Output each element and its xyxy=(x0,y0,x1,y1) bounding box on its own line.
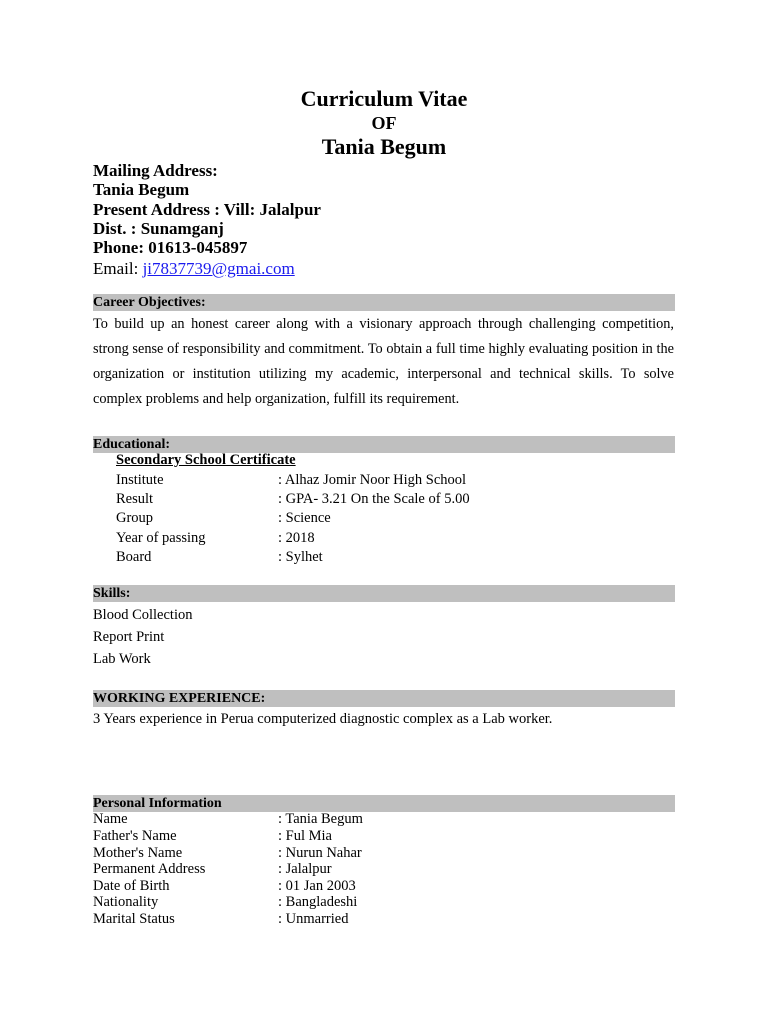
personal-value: : Bangladeshi xyxy=(278,894,358,910)
edu-row xyxy=(0,471,768,490)
cv-title-of: OF xyxy=(371,113,397,133)
personal-label: Permanent Address xyxy=(93,861,206,877)
edu-label: Board xyxy=(116,549,152,565)
personal-row xyxy=(0,845,768,862)
personal-label: Mother's Name xyxy=(93,845,183,861)
present-address: Present Address : Vill: Jalalpur xyxy=(93,200,321,219)
personal-row xyxy=(0,878,768,895)
personal-row xyxy=(0,828,768,845)
personal-row xyxy=(0,894,768,911)
phone: Phone: 01613-045897 xyxy=(93,238,248,257)
personal-label: Date of Birth xyxy=(93,878,170,894)
contact-name: Tania Begum xyxy=(93,180,190,199)
cv-owner-name: Tania Begum xyxy=(321,134,447,159)
personal-label: Marital Status xyxy=(93,911,175,927)
email-label: Email: xyxy=(93,259,143,278)
edu-row xyxy=(0,529,768,548)
edu-row xyxy=(0,490,768,509)
personal-value: : 01 Jan 2003 xyxy=(278,878,356,894)
personal-label: Father's Name xyxy=(93,828,177,844)
personal-row xyxy=(0,861,768,878)
edu-row xyxy=(0,509,768,528)
working-experience-text: 3 Years experience in Perua computerized diagnostic complex as a Lab worker. xyxy=(93,711,553,727)
skill-item: Blood Collection xyxy=(93,607,193,623)
personal-row xyxy=(0,811,768,828)
personal-value: : Unmarried xyxy=(278,911,349,927)
edu-value: : 2018 xyxy=(278,530,315,546)
edu-row xyxy=(0,548,768,567)
skills-heading: Skills: xyxy=(93,585,675,602)
edu-label: Institute xyxy=(116,472,164,488)
personal-label: Nationality xyxy=(93,894,159,910)
career-objectives-text: To build up an honest career along with a visionary approach through challenging competition, strong sense of responsibility and commitment. To obtain a full time highly evaluating position in the organization or institution utilizing my academic, interpersonal and technical skills. To solve complex problems and help organization, fulfill its requirement. xyxy=(93,316,674,407)
edu-value: : Science xyxy=(278,510,331,526)
personal-value: : Jalalpur xyxy=(278,861,332,877)
edu-value: : Alhaz Jomir Noor High School xyxy=(278,472,467,488)
personal-value: : Tania Begum xyxy=(278,811,363,827)
email-link[interactable]: ji7837739@gmai.com xyxy=(142,259,295,278)
edu-label: Year of passing xyxy=(116,530,206,546)
educational-heading: Educational: xyxy=(93,436,675,453)
email-line xyxy=(93,259,295,279)
skill-item: Lab Work xyxy=(93,651,151,667)
personal-info-heading: Personal Information xyxy=(93,795,675,812)
personal-label: Name xyxy=(93,811,128,827)
career-objectives-heading: Career Objectives: xyxy=(93,294,675,311)
cv-title: Curriculum Vitae xyxy=(300,86,468,111)
edu-label: Group xyxy=(116,510,154,526)
district: Dist. : Sunamganj xyxy=(93,219,224,238)
edu-value: : Sylhet xyxy=(278,549,323,565)
skill-item: Report Print xyxy=(93,629,165,645)
personal-value: : Nurun Nahar xyxy=(278,845,362,861)
working-experience-heading: WORKING EXPERIENCE: xyxy=(93,690,675,707)
personal-value: : Ful Mia xyxy=(278,828,332,844)
mailing-address-label: Mailing Address: xyxy=(93,161,218,180)
edu-value: : GPA- 3.21 On the Scale of 5.00 xyxy=(278,491,470,507)
personal-row xyxy=(0,911,768,928)
edu-label: Result xyxy=(116,491,154,507)
ssc-title: Secondary School Certificate xyxy=(116,452,296,468)
